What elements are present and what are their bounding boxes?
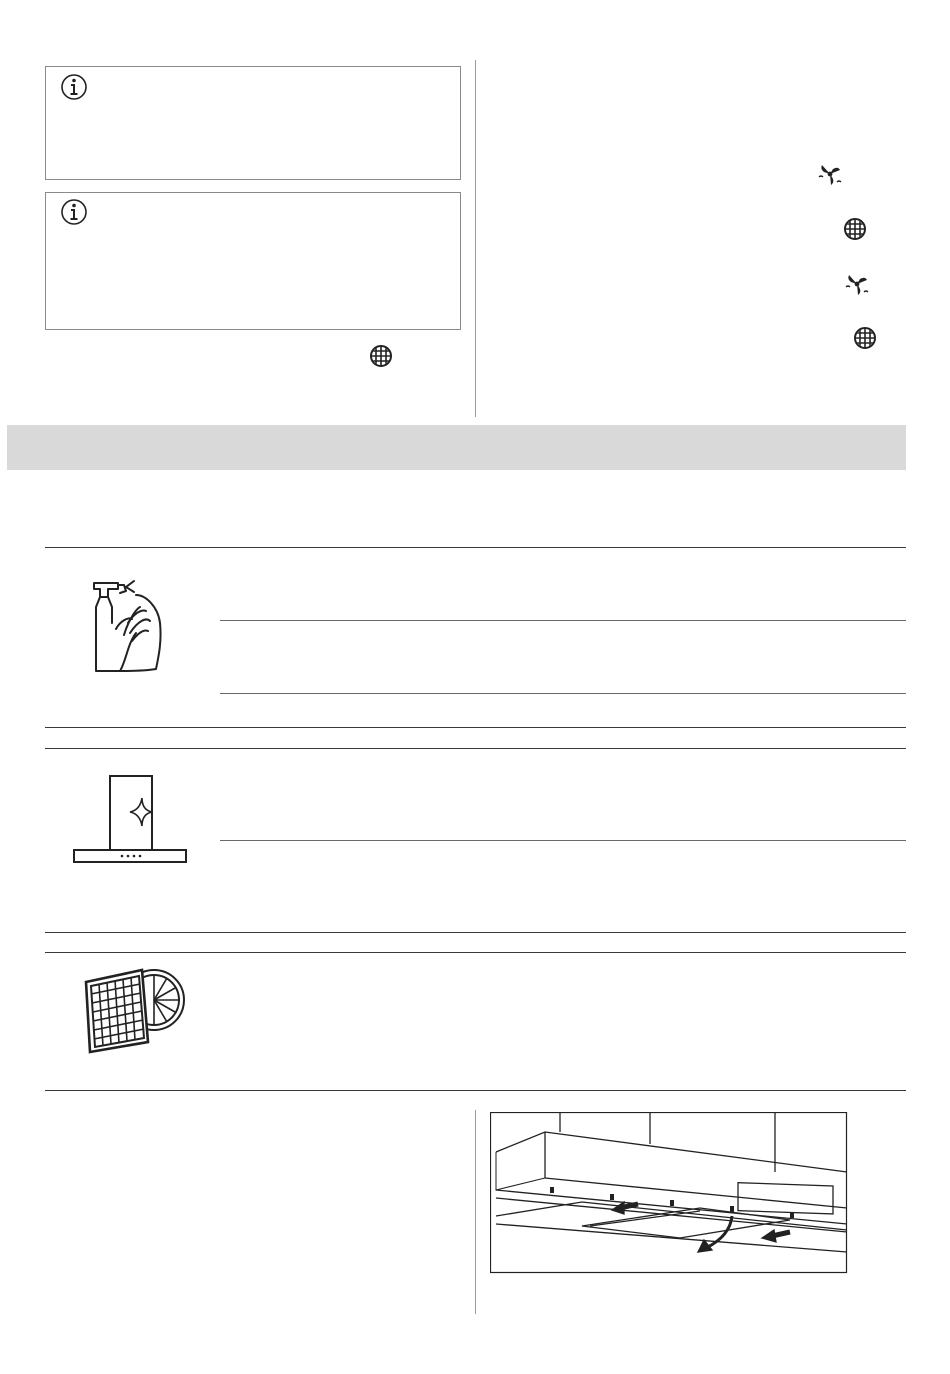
table-rule [220, 620, 906, 621]
table-rule [45, 727, 906, 728]
section-heading-bar [7, 425, 906, 470]
table-rule [220, 693, 906, 694]
grease-filter-grid-icon [853, 326, 877, 350]
info-icon [59, 197, 89, 227]
spray-and-cloth-cleaning-icon [84, 573, 174, 675]
info-icon [59, 72, 89, 102]
column-divider [475, 60, 476, 417]
clean-hood-sparkle-icon [72, 774, 188, 866]
table-rule [45, 1090, 906, 1091]
table-rule [45, 547, 906, 548]
table-rule [45, 952, 906, 953]
table-rule [45, 748, 906, 749]
info-note-box-1 [45, 66, 461, 180]
fan-icon [816, 160, 844, 188]
grease-filter-grid-icon [843, 217, 867, 241]
column-divider [475, 1110, 476, 1314]
grease-and-carbon-filter-icon [78, 962, 192, 1056]
table-rule [45, 932, 906, 933]
table-rule [220, 840, 906, 841]
info-note-box-2 [45, 192, 461, 330]
fan-icon [843, 270, 871, 298]
filter-removal-diagram [490, 1112, 848, 1274]
grease-filter-grid-icon [369, 344, 393, 368]
